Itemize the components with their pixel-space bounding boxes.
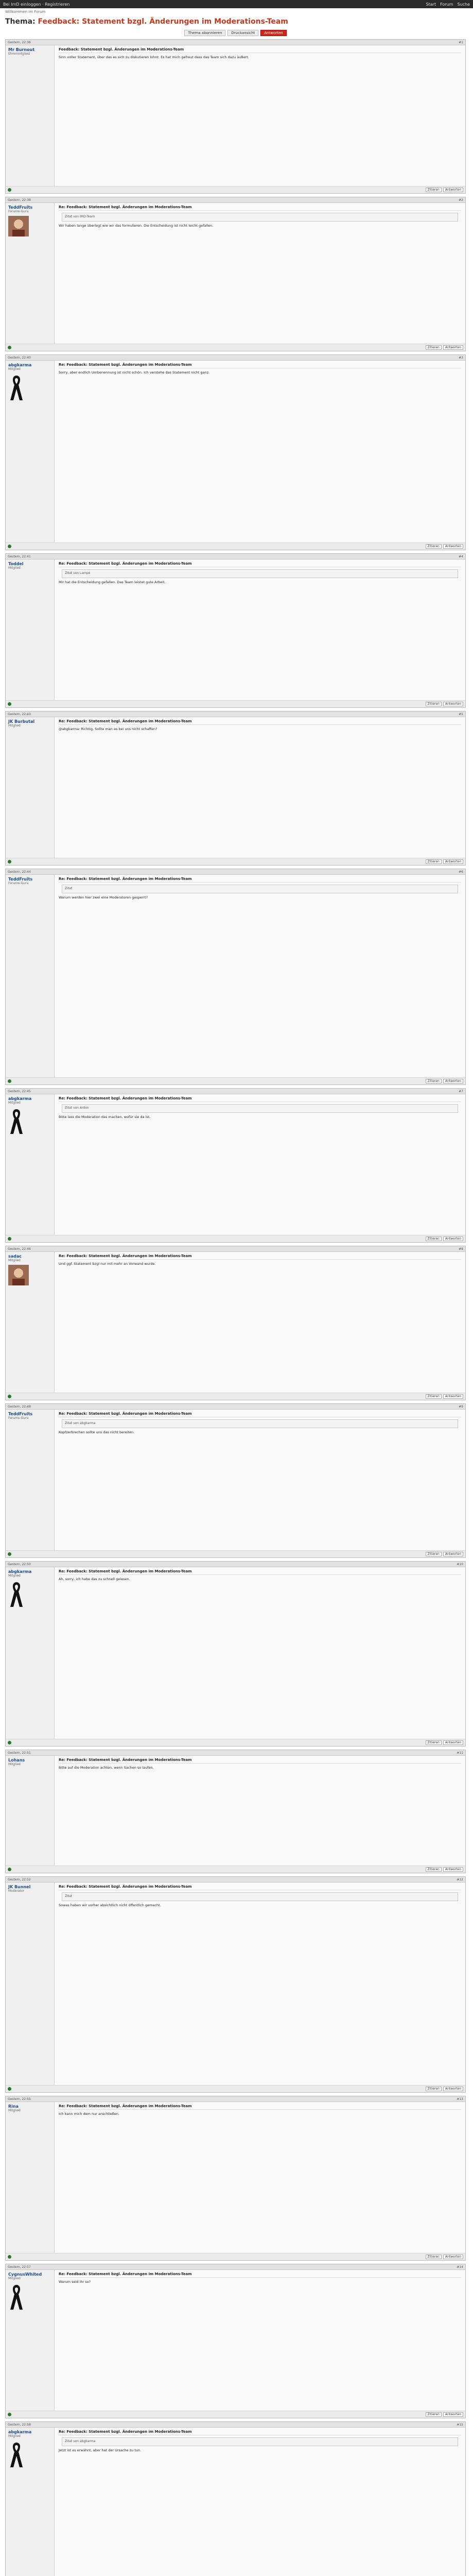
post-text: Sinn voller Statement, über das es sich zu diskutieren lohnt. Es hat mich gefreut dass das Team sich dazu äußert.	[59, 55, 249, 59]
black-ribbon-avatar	[8, 374, 25, 402]
top-nav-bar	[0, 0, 473, 8]
reply-button[interactable]: Antworten	[260, 30, 286, 36]
post-header	[6, 197, 465, 203]
post-date: Gestern, 22:45	[8, 1089, 31, 1093]
post-user-rank: Mitglied	[8, 1762, 21, 1766]
quote-post-button[interactable]: Zitieren	[426, 188, 442, 192]
post-text: Bitte auf die Moderation achten, wenn Sachen so laufen.	[59, 1766, 154, 1770]
post-text: Sowas haben wir vorher absichtlich nicht öffentlich gemacht.	[59, 1903, 161, 1907]
post-userinfo	[6, 717, 55, 858]
reply-post-button[interactable]: Antworten	[443, 859, 463, 864]
post-date: Gestern, 22:50	[8, 1562, 31, 1566]
online-status-icon	[8, 860, 11, 863]
post-header	[6, 1404, 465, 1410]
welcome-text: Willkommen im Forum	[5, 10, 46, 14]
post-footer	[6, 344, 465, 351]
post-username[interactable]: JK Bunnel	[8, 1885, 31, 1889]
post-user-rank: Mitglied	[8, 566, 21, 570]
quote-author: Zitat von Anton	[65, 1106, 89, 1110]
quote-author: Zitat	[65, 887, 73, 890]
post	[5, 39, 466, 194]
post	[5, 197, 466, 351]
post-userinfo	[6, 1410, 55, 1550]
post-footer	[6, 2085, 465, 2092]
post-quote	[62, 569, 458, 578]
post-footer	[6, 1235, 465, 1242]
post-user-rank: Mitglied	[8, 1101, 21, 1105]
post-userinfo	[6, 1567, 55, 1739]
posts-list	[5, 39, 466, 2576]
post-username[interactable]: TeddFruits	[8, 1412, 33, 1416]
reply-post-button[interactable]: Antworten	[443, 345, 463, 350]
post-username[interactable]: abgkarma	[8, 2430, 32, 2434]
reply-post-button[interactable]: Antworten	[443, 1394, 463, 1399]
quote-post-button[interactable]: Zitieren	[426, 1079, 442, 1083]
thread-title-row	[5, 15, 466, 28]
post-date: Gestern, 22:57	[8, 2265, 31, 2269]
post-username[interactable]: CygnusWhited	[8, 2272, 42, 2277]
black-ribbon-avatar	[8, 1107, 25, 1136]
online-status-icon	[8, 702, 11, 706]
post-userinfo	[6, 875, 55, 1077]
post-footer	[6, 543, 465, 550]
post-text: Mir hat die Entscheidung gefallen. Das Team leistet gute Arbeit.	[59, 580, 166, 584]
post	[5, 2096, 466, 2261]
post	[5, 553, 466, 708]
post-header	[6, 1089, 465, 1094]
black-ribbon-avatar	[8, 2441, 25, 2469]
post-title: Re: Feedback: Statement bzgl. Änderungen im Moderations-Team	[59, 719, 461, 725]
post-footer	[6, 186, 465, 193]
post-content	[55, 2270, 465, 2411]
quote-post-button[interactable]: Zitieren	[426, 1740, 442, 1745]
post	[5, 1088, 466, 1243]
print-view-button[interactable]: Druckansicht	[227, 30, 258, 36]
online-status-icon	[8, 1395, 11, 1398]
post-user-rank: Mitglied	[8, 1259, 21, 1262]
thread-title: Thema: Feedback: Statement bzgl. Änderungen im Moderations-Team	[5, 18, 288, 26]
post	[5, 1750, 466, 1873]
post-user-rank: Mitglied	[8, 2277, 21, 2280]
post	[5, 869, 466, 1085]
quote-post-button[interactable]: Zitieren	[426, 544, 442, 549]
post-date: Gestern, 22:55	[8, 2097, 31, 2101]
post	[5, 1561, 466, 1747]
post-date: Gestern, 22:58	[8, 2422, 31, 2427]
quote-post-button[interactable]: Zitieren	[426, 1394, 442, 1399]
post-footer	[6, 2411, 465, 2418]
post-number-link[interactable]: #1	[459, 40, 463, 44]
post-title: Re: Feedback: Statement bzgl. Änderungen im Moderations-Team	[59, 1569, 461, 1575]
post-footer	[6, 858, 465, 865]
post-text: Sorry, aber endlich Umbenennung ist nicht schön. Ich verstehe das Statement nicht ganz.	[59, 370, 210, 375]
post-header	[6, 1877, 465, 1883]
post-header	[6, 554, 465, 560]
post-title: Re: Feedback: Statement bzgl. Änderungen im Moderations-Team	[59, 2272, 461, 2278]
post-user-rank: Forums-Guru	[8, 882, 29, 885]
reply-post-button[interactable]: Antworten	[443, 1740, 463, 1745]
post-userinfo	[6, 2270, 55, 2411]
post-text: Kopfzerbrechen sollte uns das nicht bereiten.	[59, 1430, 135, 1434]
post-username[interactable]: Lohans	[8, 1758, 25, 1762]
reply-post-button[interactable]: Antworten	[443, 2412, 463, 2417]
post-quote	[62, 1104, 458, 1113]
quote-post-button[interactable]: Zitieren	[426, 2412, 442, 2417]
quote-author: Zitat von IMD-Team	[65, 215, 95, 218]
reply-post-button[interactable]: Antworten	[443, 2255, 463, 2259]
post	[5, 1403, 466, 1558]
post-number-link[interactable]: #10	[457, 1562, 463, 1566]
post-date: Gestern, 22:46	[8, 1247, 31, 1251]
nav-search-link[interactable]: Suche	[457, 2, 470, 7]
post-user-rank: Ehrenmitglied	[8, 52, 30, 56]
post-title: Re: Feedback: Statement bzgl. Änderungen im Moderations-Team	[59, 1096, 461, 1102]
post-header	[6, 1750, 465, 1756]
post	[5, 2264, 466, 2418]
post-footer	[6, 1550, 465, 1557]
post-user-rank: Mitglied	[8, 1574, 21, 1578]
post-quote	[62, 1892, 458, 1901]
post-username[interactable]: abgkarma	[8, 1096, 32, 1101]
post-user-rank: Forums-Guru	[8, 1416, 29, 1420]
post-number-link[interactable]: #7	[459, 1089, 463, 1093]
post-content	[55, 2102, 465, 2253]
post-user-rank: Mitglied	[8, 367, 21, 371]
post-quote	[62, 213, 458, 222]
quote-post-button[interactable]: Zitieren	[426, 2087, 442, 2091]
reply-post-button[interactable]: Antworten	[443, 1079, 463, 1083]
post-title: Feedback: Statement bzgl. Änderungen im Moderations-Team	[59, 47, 461, 53]
post-number-link[interactable]: #11	[457, 1751, 463, 1755]
post-date: Gestern, 22:41	[8, 554, 31, 558]
quote-post-button[interactable]: Zitieren	[426, 859, 442, 864]
post-username[interactable]: TeddFruits	[8, 205, 33, 210]
reply-post-button[interactable]: Antworten	[443, 1867, 463, 1872]
online-status-icon	[8, 1868, 11, 1871]
post-title: Re: Feedback: Statement bzgl. Änderungen im Moderations-Team	[59, 363, 461, 368]
post-content	[55, 1252, 465, 1393]
post-title: Re: Feedback: Statement bzgl. Änderungen im Moderations-Team	[59, 1758, 461, 1764]
post-quote	[62, 1419, 458, 1428]
user-avatar	[8, 216, 29, 236]
quote-author: Zitat	[65, 1894, 73, 1898]
post-userinfo	[6, 2102, 55, 2253]
post-number-link[interactable]: #3	[459, 355, 463, 360]
post-footer	[6, 2253, 465, 2260]
post-text: Bitte lass die Moderation das machen, wofür sie da ist.	[59, 1115, 151, 1119]
post-userinfo	[6, 203, 55, 344]
quote-author: Zitat von abgkarma	[65, 2439, 96, 2443]
post	[5, 2421, 466, 2576]
post-date: Gestern, 22:51	[8, 1751, 31, 1755]
post-text: Ich kann mich dem nur anschließen.	[59, 2112, 120, 2116]
post-content	[55, 45, 465, 186]
post-username[interactable]: JK Burbutal	[8, 719, 35, 724]
post-header	[6, 355, 465, 361]
post-user-rank: Mitglied	[8, 2109, 21, 2112]
login-link[interactable]: Bei ImD einloggen · Registrieren	[3, 2, 70, 7]
post-header	[6, 1562, 465, 1567]
post-date: Gestern, 22:40	[8, 355, 31, 360]
post-number-link[interactable]: #9	[459, 1404, 463, 1409]
post-title: Re: Feedback: Statement bzgl. Änderungen im Moderations-Team	[59, 1885, 461, 1890]
post-content	[55, 1883, 465, 2085]
quote-post-button[interactable]: Zitieren	[426, 345, 442, 350]
post-title: Re: Feedback: Statement bzgl. Änderungen im Moderations-Team	[59, 877, 461, 883]
post-content	[55, 2428, 465, 2576]
post-number-link[interactable]: #6	[459, 870, 463, 874]
quote-post-button[interactable]: Zitieren	[426, 1236, 442, 1241]
online-status-icon	[8, 2413, 11, 2416]
post-number-link[interactable]: #14	[457, 2265, 463, 2269]
nav-start-link[interactable]: Start	[426, 2, 436, 7]
post-text: Warum seid ihr so?	[59, 2280, 91, 2284]
thread-toolbar	[5, 28, 466, 39]
post-text: Und ggf. Statement bzgl nur mit mehr an Vorwand wurde.	[59, 1262, 156, 1266]
post-username[interactable]: abgkarma	[8, 363, 32, 367]
post-content	[55, 560, 465, 700]
online-status-icon	[8, 545, 11, 548]
post-number-link[interactable]: #4	[459, 554, 463, 558]
post-number-link[interactable]: #12	[457, 1877, 463, 1882]
quote-author: Zitat von abgkarma	[65, 1421, 96, 1425]
subscribe-thread-button[interactable]: Thema abonnieren	[184, 30, 225, 36]
online-status-icon	[8, 346, 11, 349]
post-footer	[6, 1866, 465, 1873]
post-content	[55, 875, 465, 1077]
online-status-icon	[8, 188, 11, 192]
post	[5, 354, 466, 550]
post	[5, 1246, 466, 1400]
reply-post-button[interactable]: Antworten	[443, 544, 463, 549]
post-userinfo	[6, 560, 55, 700]
post-header	[6, 711, 465, 717]
reply-post-button[interactable]: Antworten	[443, 188, 463, 192]
post-content	[55, 361, 465, 543]
post-username[interactable]: sadac	[8, 1254, 22, 1259]
black-ribbon-avatar	[8, 2283, 25, 2311]
post-text: Warum werden hier zwei eine Moderatoren gesperrt?	[59, 895, 148, 900]
post-quote	[62, 2437, 458, 2446]
post-text: Wir haben lange überlegt wie wir das formulieren. Die Entscheidung ist nicht leicht gefallen.	[59, 224, 214, 228]
post-footer	[6, 1393, 465, 1400]
post-user-rank: Mitglied	[8, 724, 21, 727]
post-header	[6, 1246, 465, 1252]
post-title: Re: Feedback: Statement bzgl. Änderungen im Moderations-Team	[59, 562, 461, 567]
post-number-link[interactable]: #13	[457, 2097, 463, 2101]
post-content	[55, 1410, 465, 1550]
post-date: Gestern, 22:52	[8, 1877, 31, 1882]
post-text: Jetzt ist es erwähnt, aber hat der Ursache zu tun.	[59, 2448, 142, 2452]
post-user-rank: Mitglied	[8, 2434, 21, 2438]
post-footer	[6, 1077, 465, 1084]
post	[5, 711, 466, 866]
post-header	[6, 2264, 465, 2270]
post-username[interactable]: abgkarma	[8, 1569, 32, 1574]
post-date: Gestern, 22:43	[8, 712, 31, 716]
quote-post-button[interactable]: Zitieren	[426, 2255, 442, 2259]
post-footer	[6, 700, 465, 707]
post-number-link[interactable]: #15	[457, 2422, 463, 2427]
post-title: Re: Feedback: Statement bzgl. Änderungen im Moderations-Team	[59, 2104, 461, 2110]
user-avatar	[8, 1265, 29, 1285]
post-header	[6, 2096, 465, 2102]
post-user-rank: Moderator	[8, 1889, 24, 1893]
reply-post-button[interactable]: Antworten	[443, 1236, 463, 1241]
post-username[interactable]: Mr Burnout	[8, 47, 35, 52]
post-userinfo	[6, 1756, 55, 1866]
post-userinfo	[6, 45, 55, 186]
post-user-rank: Forums-Guru	[8, 210, 29, 213]
post-date: Gestern, 22:44	[8, 870, 31, 874]
post-date: Gestern, 22:38	[8, 198, 31, 202]
quote-author: Zitat von Lampe	[65, 571, 91, 575]
post-content	[55, 203, 465, 344]
post-number-link[interactable]: #8	[459, 1247, 463, 1251]
post-title: Re: Feedback: Statement bzgl. Änderungen im Moderations-Team	[59, 1412, 461, 1417]
reply-post-button[interactable]: Antworten	[443, 2087, 463, 2091]
post-header	[6, 869, 465, 875]
post-content	[55, 1094, 465, 1235]
post-title: Re: Feedback: Statement bzgl. Änderungen im Moderations-Team	[59, 2430, 461, 2435]
post-number-link[interactable]: #2	[459, 198, 463, 202]
post-footer	[6, 1739, 465, 1746]
reply-post-button[interactable]: Antworten	[443, 1552, 463, 1556]
post-text: Ah, sorry, ich habe das zu schnell gelesen.	[59, 1577, 130, 1581]
post-username[interactable]: TeddFruits	[8, 877, 33, 882]
post-content	[55, 717, 465, 858]
post-title: Re: Feedback: Statement bzgl. Änderungen im Moderations-Team	[59, 1254, 461, 1260]
post	[5, 1876, 466, 2093]
post-userinfo	[6, 1252, 55, 1393]
post-userinfo	[6, 1094, 55, 1235]
post-number-link[interactable]: #5	[459, 712, 463, 716]
online-status-icon	[8, 1079, 11, 1083]
post-username[interactable]: Rina	[8, 2104, 19, 2109]
post-title: Re: Feedback: Statement bzgl. Änderungen im Moderations-Team	[59, 205, 461, 211]
online-status-icon	[8, 2255, 11, 2259]
post-header	[6, 40, 465, 45]
black-ribbon-avatar	[8, 1580, 25, 1608]
online-status-icon	[8, 2087, 11, 2091]
post-content	[55, 1567, 465, 1739]
post-date: Gestern, 22:48	[8, 1404, 31, 1409]
quote-post-button[interactable]: Zitieren	[426, 1867, 442, 1872]
post-quote	[62, 885, 458, 893]
post-header	[6, 2422, 465, 2428]
reply-post-button[interactable]: Antworten	[443, 702, 463, 706]
quote-post-button[interactable]: Zitieren	[426, 1552, 442, 1556]
post-date: Gestern, 22:36	[8, 40, 31, 44]
online-status-icon	[8, 1237, 11, 1241]
post-userinfo	[6, 361, 55, 543]
post-text: @abgkarma: Richtig, Sollte man es bei uns nicht schaffen?	[59, 727, 157, 731]
nav-forum-link[interactable]: Forum	[440, 2, 453, 7]
post-userinfo	[6, 2428, 55, 2576]
post-userinfo	[6, 1883, 55, 2085]
online-status-icon	[8, 1741, 11, 1744]
online-status-icon	[8, 1552, 11, 1556]
quote-post-button[interactable]: Zitieren	[426, 702, 442, 706]
post-username[interactable]: Toddel	[8, 562, 24, 566]
post-content	[55, 1756, 465, 1866]
